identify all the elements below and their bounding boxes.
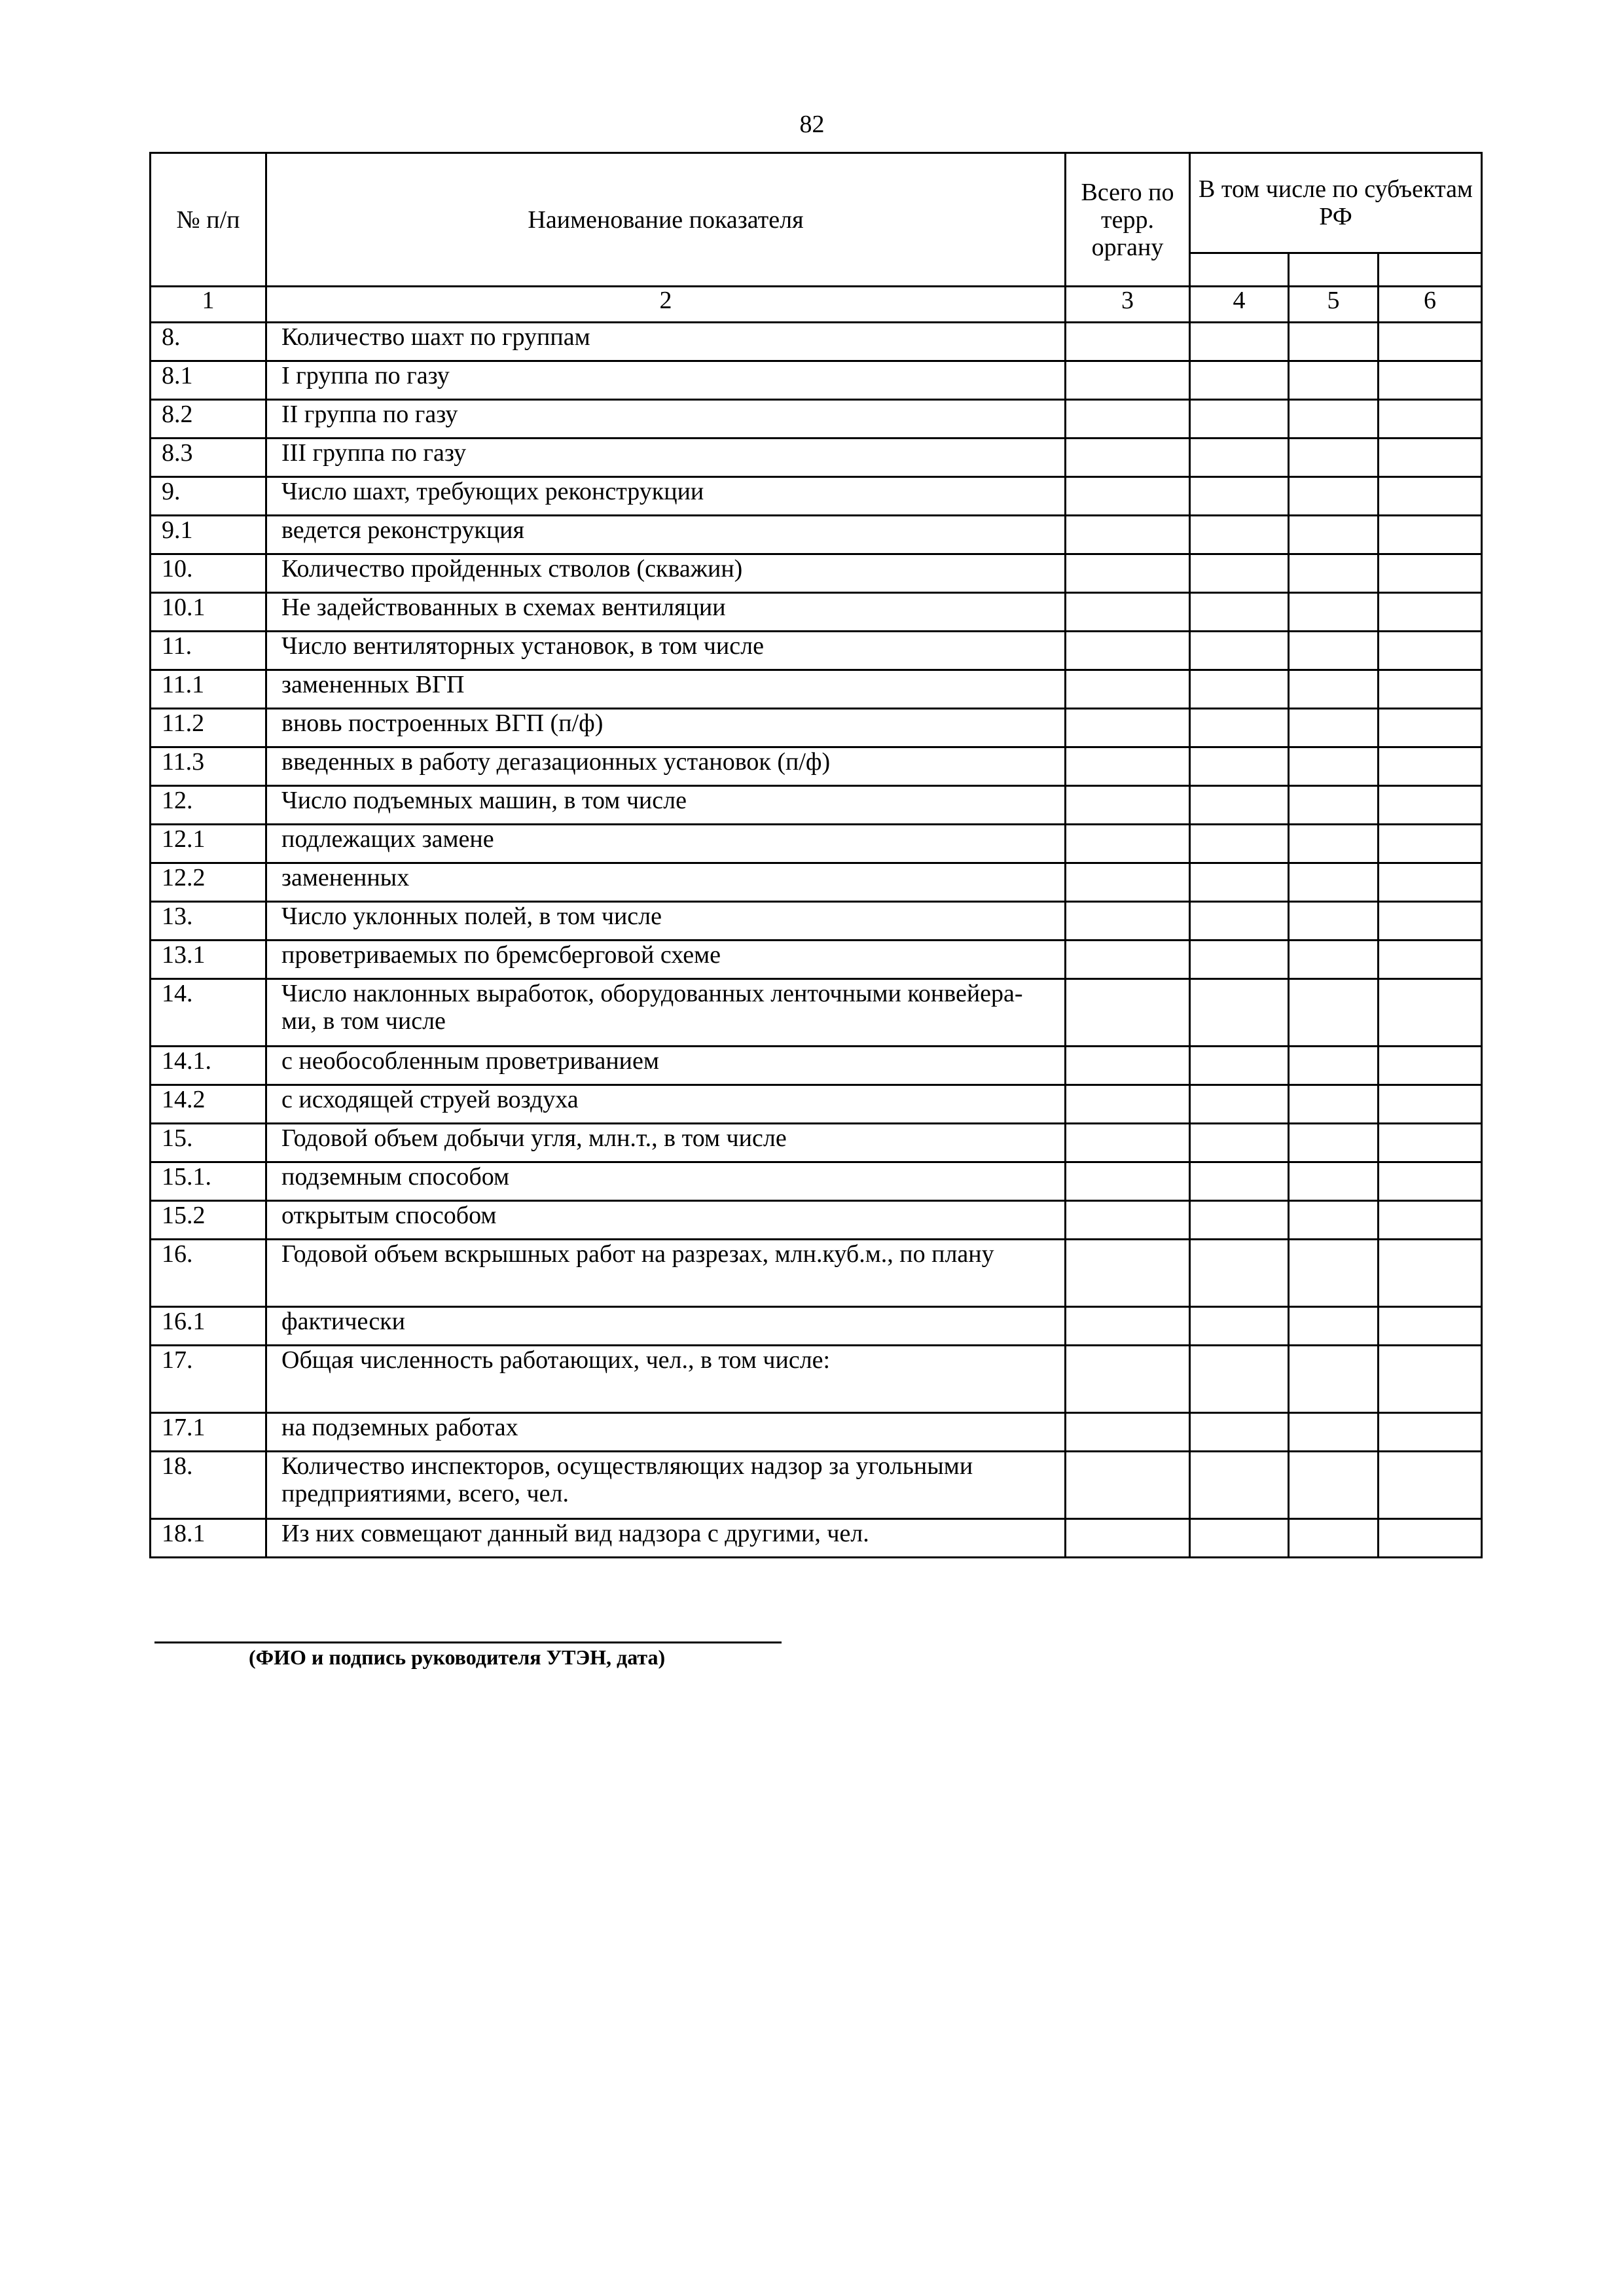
subject-value-cell[interactable] — [1289, 979, 1379, 1047]
row-number: 8.3 — [151, 439, 266, 477]
subject-value-cell[interactable] — [1289, 1346, 1379, 1413]
subject-value-cell[interactable] — [1379, 361, 1482, 400]
row-number: 12.1 — [151, 825, 266, 863]
table-row — [151, 941, 1482, 979]
row-number: 10.1 — [151, 593, 266, 632]
total-value-cell[interactable] — [1066, 902, 1190, 941]
total-value-cell[interactable] — [1066, 439, 1190, 477]
subject-value-cell[interactable] — [1190, 786, 1289, 825]
subject-value-cell[interactable] — [1289, 1413, 1379, 1452]
subject-value-cell[interactable] — [1379, 979, 1482, 1047]
indicator-name: открытым способом — [266, 1201, 1066, 1240]
row-number: 8. — [151, 323, 266, 361]
row-number: 16.1 — [151, 1307, 266, 1346]
subject-value-cell[interactable] — [1379, 1201, 1482, 1240]
table-row — [151, 1452, 1482, 1519]
indicator-name: ведется реконструкция — [266, 516, 1066, 554]
table-row — [151, 979, 1482, 1047]
row-number: 9.1 — [151, 516, 266, 554]
subject-value-cell[interactable] — [1379, 747, 1482, 786]
indicator-name: Количество шахт по группам — [266, 323, 1066, 361]
row-number: 10. — [151, 554, 266, 593]
indicator-name: Годовой объем добычи угля, млн.т., в том числе — [266, 1124, 1066, 1162]
table-row — [151, 361, 1482, 400]
subject-value-cell[interactable] — [1289, 439, 1379, 477]
subject-value-cell[interactable] — [1190, 1047, 1289, 1085]
column-number: 5 — [1289, 287, 1379, 323]
subject-value-cell[interactable] — [1289, 1452, 1379, 1519]
table-row — [151, 1519, 1482, 1558]
column-number: 2 — [266, 287, 1066, 323]
subject-value-cell[interactable] — [1379, 902, 1482, 941]
indicator-name: вновь построенных ВГП (п/ф) — [266, 709, 1066, 747]
subject-value-cell[interactable] — [1289, 1162, 1379, 1201]
header-subject-cell — [1190, 253, 1289, 287]
column-number: 1 — [151, 287, 266, 323]
row-number: 14.2 — [151, 1085, 266, 1124]
row-number: 18. — [151, 1452, 266, 1519]
total-value-cell[interactable] — [1066, 786, 1190, 825]
header-subject-cell — [1289, 253, 1379, 287]
subject-value-cell[interactable] — [1190, 941, 1289, 979]
indicator-name: I группа по газу — [266, 361, 1066, 400]
subject-value-cell[interactable] — [1190, 1307, 1289, 1346]
subject-value-cell[interactable] — [1190, 747, 1289, 786]
subject-value-cell[interactable] — [1190, 979, 1289, 1047]
header-num: № п/п — [151, 153, 266, 287]
subject-value-cell[interactable] — [1190, 902, 1289, 941]
subject-value-cell[interactable] — [1379, 1413, 1482, 1452]
subject-value-cell[interactable] — [1289, 902, 1379, 941]
signature-caption: (ФИО и подпись руководителя УТЭН, дата) — [249, 1645, 666, 1669]
row-number: 17.1 — [151, 1413, 266, 1452]
subject-value-cell[interactable] — [1289, 709, 1379, 747]
total-value-cell[interactable] — [1066, 1307, 1190, 1346]
table-row — [151, 1047, 1482, 1085]
subject-value-cell[interactable] — [1379, 593, 1482, 632]
subject-value-cell[interactable] — [1190, 709, 1289, 747]
table-row — [151, 1162, 1482, 1201]
subject-value-cell[interactable] — [1190, 516, 1289, 554]
subject-value-cell[interactable] — [1190, 1519, 1289, 1558]
total-value-cell[interactable] — [1066, 1124, 1190, 1162]
table-row — [151, 747, 1482, 786]
row-number: 11.2 — [151, 709, 266, 747]
table-row — [151, 1085, 1482, 1124]
indicator-name: Число уклонных полей, в том числе — [266, 902, 1066, 941]
header-total: Всего по терр. органу — [1066, 153, 1190, 287]
total-value-cell[interactable] — [1066, 1346, 1190, 1413]
table-row — [151, 554, 1482, 593]
subject-value-cell[interactable] — [1289, 477, 1379, 516]
indicator-name: фактически — [266, 1307, 1066, 1346]
subject-value-cell[interactable] — [1190, 593, 1289, 632]
subject-value-cell[interactable] — [1379, 941, 1482, 979]
indicator-name: Из них совмещают данный вид надзора с другими, чел. — [266, 1519, 1066, 1558]
row-number: 13.1 — [151, 941, 266, 979]
total-value-cell[interactable] — [1066, 593, 1190, 632]
total-value-cell[interactable] — [1066, 477, 1190, 516]
subject-value-cell[interactable] — [1379, 400, 1482, 439]
total-value-cell[interactable] — [1066, 1047, 1190, 1085]
total-value-cell[interactable] — [1066, 1085, 1190, 1124]
row-number: 14.1. — [151, 1047, 266, 1085]
subject-value-cell[interactable] — [1289, 1124, 1379, 1162]
subject-value-cell[interactable] — [1289, 593, 1379, 632]
table-row — [151, 1201, 1482, 1240]
indicator-name: Число подъемных машин, в том числе — [266, 786, 1066, 825]
total-value-cell[interactable] — [1066, 516, 1190, 554]
table-row — [151, 1413, 1482, 1452]
subject-value-cell[interactable] — [1289, 323, 1379, 361]
subject-value-cell[interactable] — [1289, 786, 1379, 825]
row-number: 11.1 — [151, 670, 266, 709]
indicator-name: с необособленным проветриванием — [266, 1047, 1066, 1085]
table-row — [151, 863, 1482, 902]
row-number: 13. — [151, 902, 266, 941]
subject-value-cell[interactable] — [1190, 1162, 1289, 1201]
subject-value-cell[interactable] — [1190, 1346, 1289, 1413]
total-value-cell[interactable] — [1066, 1201, 1190, 1240]
subject-value-cell[interactable] — [1190, 400, 1289, 439]
table-row — [151, 477, 1482, 516]
subject-value-cell[interactable] — [1190, 477, 1289, 516]
subject-value-cell[interactable] — [1289, 1240, 1379, 1307]
signature-line — [154, 1641, 782, 1643]
row-number: 12.2 — [151, 863, 266, 902]
subject-value-cell[interactable] — [1379, 516, 1482, 554]
indicator-name: Общая численность работающих, чел., в том числе: — [266, 1346, 1066, 1413]
indicator-name: Годовой объем вскрышных работ на разрезах, млн.куб.м., по плану — [266, 1240, 1066, 1307]
subject-value-cell[interactable] — [1289, 516, 1379, 554]
total-value-cell[interactable] — [1066, 863, 1190, 902]
row-number: 18.1 — [151, 1519, 266, 1558]
table-row — [151, 825, 1482, 863]
subject-value-cell[interactable] — [1379, 554, 1482, 593]
indicator-name: на подземных работах — [266, 1413, 1066, 1452]
subject-value-cell[interactable] — [1190, 1201, 1289, 1240]
column-numbers-row — [151, 287, 1482, 323]
subject-value-cell[interactable] — [1190, 670, 1289, 709]
total-value-cell[interactable] — [1066, 1452, 1190, 1519]
subject-value-cell[interactable] — [1379, 786, 1482, 825]
subject-value-cell[interactable] — [1289, 1047, 1379, 1085]
indicator-name: II группа по газу — [266, 400, 1066, 439]
subject-value-cell[interactable] — [1190, 439, 1289, 477]
subject-value-cell[interactable] — [1379, 477, 1482, 516]
table-row — [151, 902, 1482, 941]
row-number: 9. — [151, 477, 266, 516]
total-value-cell[interactable] — [1066, 709, 1190, 747]
subject-value-cell[interactable] — [1289, 747, 1379, 786]
subject-value-cell[interactable] — [1379, 1162, 1482, 1201]
subject-value-cell[interactable] — [1379, 670, 1482, 709]
table-row — [151, 1346, 1482, 1413]
table-row — [151, 323, 1482, 361]
row-number: 8.2 — [151, 400, 266, 439]
subject-value-cell[interactable] — [1289, 825, 1379, 863]
subject-value-cell[interactable] — [1379, 1519, 1482, 1558]
table-row — [151, 1307, 1482, 1346]
table-body — [151, 323, 1482, 1558]
indicator-name: введенных в работу дегазационных установок (п/ф) — [266, 747, 1066, 786]
header-subject-cell — [1379, 253, 1482, 287]
row-number: 16. — [151, 1240, 266, 1307]
total-value-cell[interactable] — [1066, 400, 1190, 439]
total-value-cell[interactable] — [1066, 632, 1190, 670]
table-row — [151, 670, 1482, 709]
subject-value-cell[interactable] — [1379, 1452, 1482, 1519]
subject-value-cell[interactable] — [1190, 361, 1289, 400]
row-number: 15. — [151, 1124, 266, 1162]
subject-value-cell[interactable] — [1190, 825, 1289, 863]
header-subjects: В том числе по субъектам РФ — [1190, 153, 1482, 253]
indicator-name: Количество инспекторов, осуществляющих надзор за угольными предприятиями, всего, чел. — [266, 1452, 1066, 1519]
subject-value-cell[interactable] — [1379, 323, 1482, 361]
indicator-name: Число вентиляторных установок, в том числе — [266, 632, 1066, 670]
row-number: 8.1 — [151, 361, 266, 400]
subject-value-cell[interactable] — [1289, 361, 1379, 400]
table-row — [151, 786, 1482, 825]
row-number: 11.3 — [151, 747, 266, 786]
row-number: 17. — [151, 1346, 266, 1413]
subject-value-cell[interactable] — [1190, 1085, 1289, 1124]
subject-value-cell[interactable] — [1289, 1519, 1379, 1558]
total-value-cell[interactable] — [1066, 1162, 1190, 1201]
indicator-name: замененных ВГП — [266, 670, 1066, 709]
subject-value-cell[interactable] — [1190, 1452, 1289, 1519]
table-header — [151, 153, 1482, 323]
subject-value-cell[interactable] — [1379, 825, 1482, 863]
table-row — [151, 709, 1482, 747]
table-row — [151, 632, 1482, 670]
subject-value-cell[interactable] — [1289, 1085, 1379, 1124]
total-value-cell[interactable] — [1066, 1240, 1190, 1307]
row-number: 11. — [151, 632, 266, 670]
subject-value-cell[interactable] — [1289, 400, 1379, 439]
indicator-name: Количество пройденных стволов (скважин) — [266, 554, 1066, 593]
table-row — [151, 1124, 1482, 1162]
total-value-cell[interactable] — [1066, 941, 1190, 979]
total-value-cell[interactable] — [1066, 554, 1190, 593]
table-row — [151, 1240, 1482, 1307]
page-number: 82 — [799, 111, 825, 138]
subject-value-cell[interactable] — [1379, 709, 1482, 747]
column-number: 4 — [1190, 287, 1289, 323]
subject-value-cell[interactable] — [1289, 632, 1379, 670]
subject-value-cell[interactable] — [1289, 863, 1379, 902]
subject-value-cell[interactable] — [1379, 1047, 1482, 1085]
subject-value-cell[interactable] — [1289, 1201, 1379, 1240]
subject-value-cell[interactable] — [1190, 632, 1289, 670]
subject-value-cell[interactable] — [1190, 863, 1289, 902]
subject-value-cell[interactable] — [1190, 323, 1289, 361]
indicator-name: Не задействованных в схемах вентиляции — [266, 593, 1066, 632]
subject-value-cell[interactable] — [1379, 1240, 1482, 1307]
total-value-cell[interactable] — [1066, 747, 1190, 786]
total-value-cell[interactable] — [1066, 323, 1190, 361]
indicator-name: с исходящей струей воздуха — [266, 1085, 1066, 1124]
indicator-name: Число наклонных выработок, оборудованных ленточными конвейера-ми, в том числе — [266, 979, 1066, 1047]
indicator-name: замененных — [266, 863, 1066, 902]
total-value-cell[interactable] — [1066, 979, 1190, 1047]
subject-value-cell[interactable] — [1379, 1124, 1482, 1162]
header-name: Наименование показателя — [266, 153, 1066, 287]
subject-value-cell[interactable] — [1190, 554, 1289, 593]
total-value-cell[interactable] — [1066, 1519, 1190, 1558]
report-table — [149, 152, 1483, 1558]
row-number: 14. — [151, 979, 266, 1047]
subject-value-cell[interactable] — [1379, 1085, 1482, 1124]
subject-value-cell[interactable] — [1190, 1124, 1289, 1162]
table-row — [151, 516, 1482, 554]
subject-value-cell[interactable] — [1289, 554, 1379, 593]
indicator-name: подземным способом — [266, 1162, 1066, 1201]
row-number: 15.2 — [151, 1201, 266, 1240]
indicator-name: Число шахт, требующих реконструкции — [266, 477, 1066, 516]
subject-value-cell[interactable] — [1289, 941, 1379, 979]
table-row — [151, 439, 1482, 477]
indicator-name: подлежащих замене — [266, 825, 1066, 863]
indicator-name: III группа по газу — [266, 439, 1066, 477]
subject-value-cell[interactable] — [1379, 1307, 1482, 1346]
subject-value-cell[interactable] — [1379, 632, 1482, 670]
subject-value-cell[interactable] — [1379, 863, 1482, 902]
subject-value-cell[interactable] — [1289, 1307, 1379, 1346]
column-number: 3 — [1066, 287, 1190, 323]
subject-value-cell[interactable] — [1379, 1346, 1482, 1413]
row-number: 12. — [151, 786, 266, 825]
indicator-name: проветриваемых по бремсберговой схеме — [266, 941, 1066, 979]
column-number: 6 — [1379, 287, 1482, 323]
subject-value-cell[interactable] — [1289, 670, 1379, 709]
subject-value-cell[interactable] — [1190, 1240, 1289, 1307]
table-row — [151, 593, 1482, 632]
subject-value-cell[interactable] — [1379, 439, 1482, 477]
subject-value-cell[interactable] — [1190, 1413, 1289, 1452]
total-value-cell[interactable] — [1066, 1413, 1190, 1452]
total-value-cell[interactable] — [1066, 670, 1190, 709]
total-value-cell[interactable] — [1066, 825, 1190, 863]
row-number: 15.1. — [151, 1162, 266, 1201]
total-value-cell[interactable] — [1066, 361, 1190, 400]
table-row — [151, 400, 1482, 439]
